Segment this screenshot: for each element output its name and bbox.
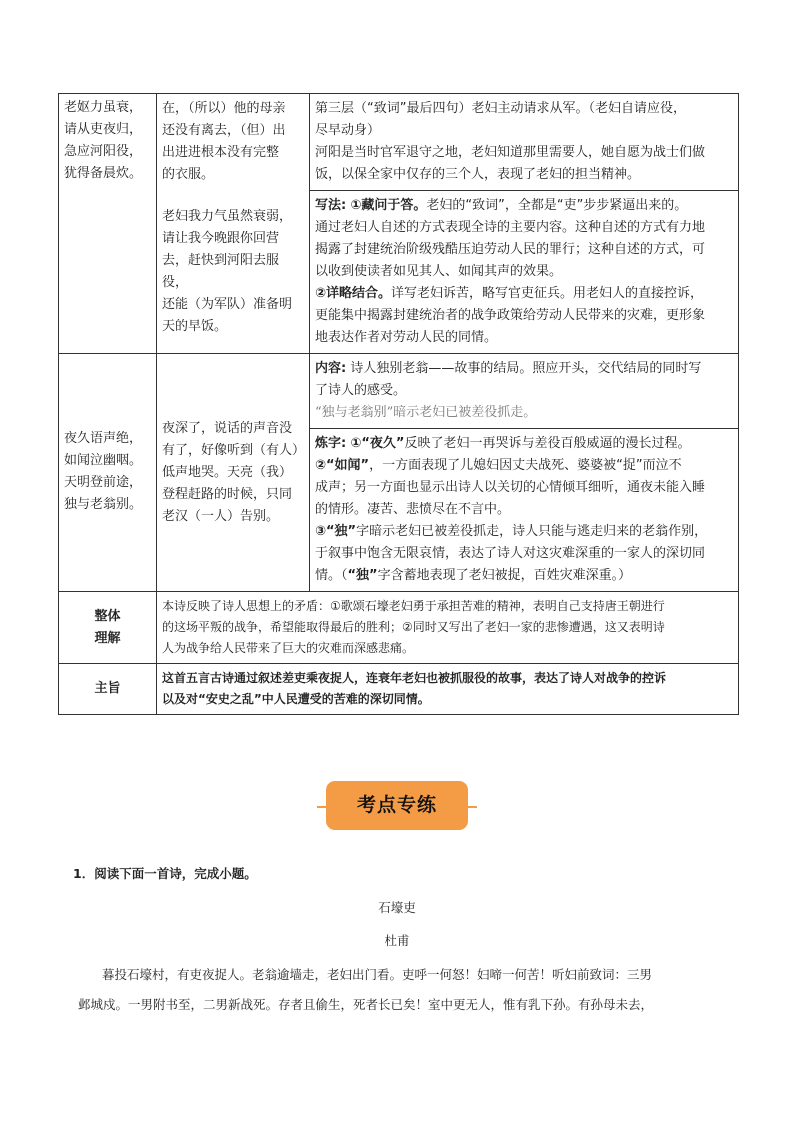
summary-label: 整体	[94, 608, 121, 624]
analysis-content-cell	[310, 354, 739, 429]
poem-line: 暮投石壕村，有吏夜捉人。老翁逾墙走，老妇出门看。吏呼一何怒！妇啼一何苦！听妇前致词：三男	[102, 967, 653, 982]
analysis-line: 反映了老妇一再哭诉与差役百般威逼的漫长过程。	[404, 436, 691, 451]
poem-title: 石壕吏	[378, 900, 416, 915]
refine-keyword: “独”	[347, 568, 378, 583]
translation-line: 老汉（一人）告别。	[162, 508, 280, 524]
analysis-line: 饭，以保全家中仅存的三个人，表现了老妇的担当精神。	[315, 167, 641, 182]
translation-line: 还能（为军队）准备明	[162, 297, 293, 312]
translation-cell	[157, 354, 310, 592]
analysis-line: 诗人独别老翁——故事的结局。照应开头，交代结局的同时写	[350, 361, 702, 376]
theme-line: 以及对“安史之乱”中人民遭受的苦难的深切同情。	[162, 692, 430, 706]
translation-line: 去，赶快到河阳去服役，	[162, 253, 280, 290]
analysis-line: 第三层（“致词”最后四句）老妇主动请求从军。（老妇自请应役，	[315, 101, 686, 116]
analysis-line: 了诗人的感受。	[315, 383, 407, 398]
analysis-line: 成声；另一方面也显示出诗人以关切的心情倾耳细听，通夜未能入睡	[315, 480, 706, 495]
table-row	[59, 664, 739, 715]
theme-line: 这首五言古诗通过叙述差吏乘夜捉人，连衰年老妇也被抓服役的故事，表达了诗人对战争的控诉	[162, 671, 667, 685]
table-row	[59, 94, 739, 191]
refine-point-title: ③“独”	[315, 524, 357, 539]
translation-line: 有了，好像听到（有人）	[162, 442, 306, 458]
poem-author: 杜甫	[384, 933, 410, 948]
theme-label-cell	[59, 664, 157, 715]
section-badge: 考点专练	[326, 781, 468, 830]
summary-line: 本诗反映了诗人思想上的矛盾：①歌颂石壕老妇勇于承担苦难的精神，表明自己支持唐王朝进行	[162, 599, 665, 613]
theme-label: 主旨	[94, 681, 121, 696]
refine-point-title: ②“如闻”	[315, 458, 370, 473]
verse-line: 夜久语声绝，	[64, 431, 143, 446]
translation-line: 老妇我力气虽然衰弱，	[162, 209, 293, 224]
translation-line: 出进进根本没有完整	[162, 145, 280, 160]
translation-line: 低声地哭。天亮（我）	[162, 464, 293, 480]
analysis-line: 情。（	[315, 568, 348, 583]
analysis-line: 地表达作者对劳动人民的同情。	[315, 330, 498, 345]
analysis-line: ，一方面表现了儿媳妇因丈夫战死、婆婆被“捉”而泣不	[369, 458, 682, 473]
verse-cell	[59, 354, 157, 592]
summary-text-cell	[157, 592, 739, 664]
quote-line: “独与老翁别”暗示老妇已被差役抓走。	[315, 405, 537, 420]
analysis-line: 揭露了封建统治阶级残酷压迫劳动人民的罪行；这种自述的方式，可	[315, 242, 706, 257]
table-row	[59, 592, 739, 664]
verse-line: 请从吏夜归，	[64, 122, 143, 137]
summary-label: 理解	[94, 630, 121, 646]
analysis-line: 尽早动身）	[315, 123, 381, 138]
poem-body	[78, 960, 718, 1020]
table-row	[59, 354, 739, 429]
translation-line: 请让我今晚跟你回营	[162, 231, 280, 246]
question-title: 1．阅读下面一首诗，完成小题。	[73, 866, 257, 881]
translation-cell	[157, 94, 310, 354]
translation-line: 登程赶路的时候，只同	[162, 486, 293, 502]
translation-line: 天的早饭。	[162, 319, 228, 334]
analysis-line: 的情形。凄苦、悲愤尽在不言中。	[315, 502, 511, 517]
verse-line: 如闻泣幽咽。	[64, 453, 143, 468]
translation-line: 的衣服。	[162, 167, 215, 182]
verse-cell	[59, 94, 157, 354]
translation-line: 夜深了，说话的声音没	[162, 420, 293, 436]
analysis-technique-cell	[310, 191, 739, 354]
refine-point-title: ①“夜久”	[350, 436, 405, 451]
summary-line: 的这场平叛的战争，希望能取得最后的胜利；②同时又写出了老妇一家的悲惨遭遇，这又表明诗	[162, 620, 665, 634]
analysis-line: 详写老妇诉苦，略写官吏征兵。用老妇人的直接控诉，	[391, 286, 704, 301]
translation-line: 还没有离去，（但）出	[162, 123, 286, 138]
analysis-line: 以收到使读者如见其人、如闻其声的效果。	[315, 264, 563, 279]
content-label: 内容:	[315, 361, 347, 376]
summary-line: 人为战争给人民带来了巨大的灾难而深感悲痛。	[162, 641, 415, 655]
poem-line: 邺城戍。一男附书至，二男新战死。存者且偷生，死者长已矣！室中更无人，惟有乳下孙。有孙母未去，	[78, 997, 654, 1012]
verse-line: 犹得备晨炊。	[64, 166, 143, 181]
analysis-line: 通过老妇人自述的方式表现全诗的主要内容。这种自述的方式有力地	[315, 220, 706, 235]
analysis-line: 更能集中揭露封建统治者的战争政策给劳动人民带来的灾难，更形象	[315, 308, 706, 323]
technique-point-title: ①藏问于答。	[350, 198, 427, 213]
technique-point-title: ②详略结合。	[315, 286, 392, 301]
analysis-line: 老妇的“致词”，全都是“吏”步步紧逼出来的。	[426, 198, 688, 213]
analysis-structure-cell	[310, 94, 739, 191]
verse-line: 独与老翁别。	[64, 497, 143, 512]
analysis-line: 字暗示老妇已被差役抓走，诗人只能与逃走归来的老翁作别，	[356, 524, 708, 539]
translation-line: 在，（所以）他的母亲	[162, 101, 286, 116]
verse-line: 急应河阳役，	[64, 144, 143, 159]
poem-analysis-table	[58, 93, 739, 715]
analysis-line: 字含蓄地表现了老妇被捉，百姓灾难深重。）	[377, 568, 632, 583]
analysis-refine-cell	[310, 429, 739, 592]
technique-label: 写法:	[315, 198, 347, 213]
refine-label: 炼字:	[315, 436, 347, 451]
analysis-line: 河阳是当时官军退守之地，老妇知道那里需要人，她自愿为战士们做	[315, 145, 706, 160]
analysis-line: 于叙事中饱含无限哀情，表达了诗人对这灾难深重的一家人的深切同	[315, 546, 706, 561]
verse-line: 天明登前途，	[64, 475, 143, 490]
verse-line: 老妪力虽衰，	[64, 100, 143, 115]
theme-text-cell	[157, 664, 739, 715]
summary-label-cell	[59, 592, 157, 664]
